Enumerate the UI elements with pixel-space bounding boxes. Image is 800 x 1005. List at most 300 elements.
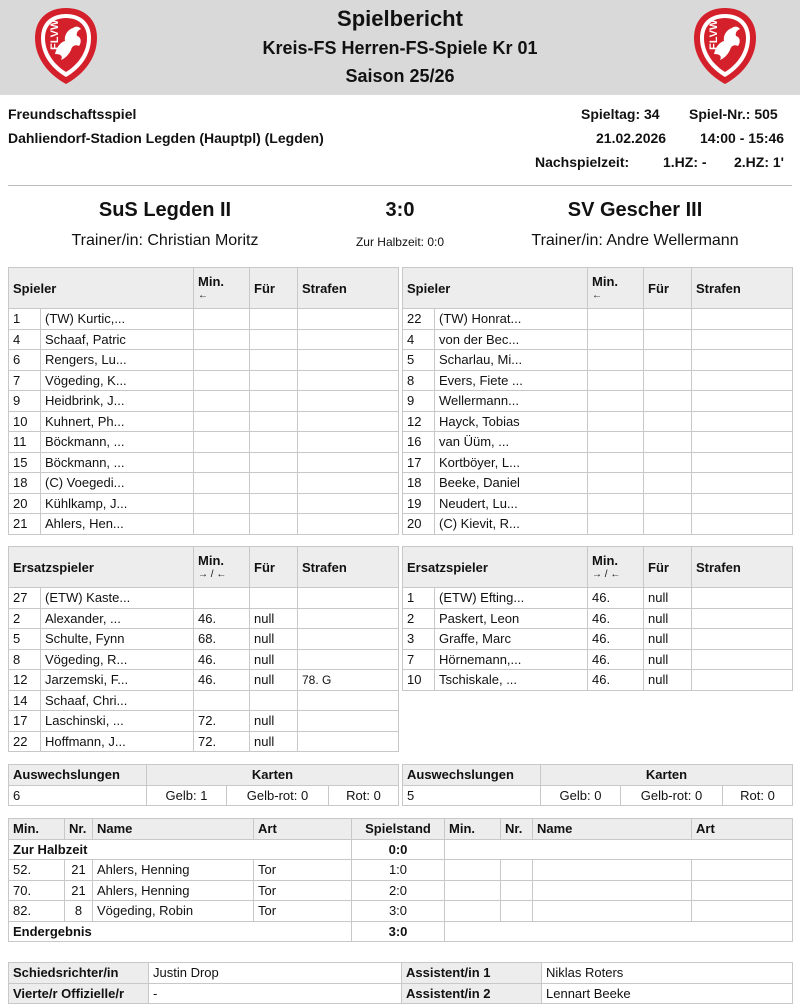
sub-penalties	[298, 649, 399, 670]
player-name: von der Bec...	[435, 329, 588, 350]
player-for	[644, 473, 692, 494]
player-penalties	[692, 391, 793, 412]
player-number: 15	[9, 452, 41, 473]
sub-minute: 72.	[194, 711, 250, 732]
player-min	[194, 309, 250, 330]
flvw-logo-icon	[690, 6, 760, 86]
event-type: Tor	[254, 901, 352, 922]
sub-row	[9, 670, 399, 691]
sub-for: null	[644, 629, 692, 650]
home-trainer: Trainer/in: Christian Moritz	[71, 232, 259, 249]
penalties-header: Strafen	[692, 268, 793, 309]
season-label: Saison 25/26	[345, 66, 455, 86]
player-number: 21	[9, 514, 41, 535]
subs-count-header: Auswechslungen	[9, 765, 147, 786]
yellow-cards: Gelb: 0	[541, 785, 621, 806]
event-type: Tor	[254, 860, 352, 881]
player-penalties	[692, 473, 793, 494]
player-number: 1	[9, 309, 41, 330]
for-header: Für	[250, 268, 298, 309]
player-for	[250, 411, 298, 432]
event-score: 2:0	[352, 880, 445, 901]
player-number: 5	[403, 350, 435, 371]
player-penalties	[692, 493, 793, 514]
final-score: 3:0	[385, 199, 415, 221]
player-penalties	[298, 350, 399, 371]
sub-penalties	[298, 731, 399, 752]
penalties-header: Strafen	[298, 547, 399, 588]
sub-penalties	[692, 588, 793, 609]
fourth-official-label: Vierte/r Offizielle/r	[9, 983, 149, 1004]
away-event-type	[692, 880, 793, 901]
player-min	[194, 493, 250, 514]
player-min	[194, 370, 250, 391]
player-name: Neudert, Lu...	[435, 493, 588, 514]
player-number: 20	[403, 514, 435, 535]
player-for	[250, 432, 298, 453]
home-summary-table	[8, 764, 399, 806]
sub-row	[9, 608, 399, 629]
player-min	[194, 452, 250, 473]
for-header: Für	[250, 547, 298, 588]
red-cards: Rot: 0	[329, 785, 399, 806]
sub-for: null	[644, 608, 692, 629]
away-event-name	[533, 860, 692, 881]
col-no: Nr.	[501, 819, 533, 840]
player-row	[9, 473, 399, 494]
player-for	[644, 411, 692, 432]
player-name: Tschiskale, ...	[435, 670, 588, 691]
player-for	[250, 309, 298, 330]
player-number: 9	[403, 391, 435, 412]
stoppage-label: Nachspielzeit:	[535, 154, 630, 170]
sub-row	[9, 588, 399, 609]
red-cards: Rot: 0	[723, 785, 793, 806]
player-number: 2	[403, 608, 435, 629]
player-min	[588, 452, 644, 473]
sub-minute: 46.	[588, 649, 644, 670]
player-name: Ahlers, Hen...	[41, 514, 194, 535]
player-number: 4	[403, 329, 435, 350]
player-name: (ETW) Efting...	[435, 588, 588, 609]
player-number: 3	[403, 629, 435, 650]
player-row	[403, 514, 793, 535]
player-penalties	[298, 411, 399, 432]
cards-header: Karten	[541, 765, 793, 786]
col-type: Art	[254, 819, 352, 840]
away-event-number	[501, 901, 533, 922]
player-number: 22	[403, 309, 435, 330]
player-min	[194, 350, 250, 371]
player-for	[644, 452, 692, 473]
for-header: Für	[644, 547, 692, 588]
player-number: 17	[9, 711, 41, 732]
player-name: van Üüm, ...	[435, 432, 588, 453]
player-number: 19	[403, 493, 435, 514]
stoppage-first-half: 1.HZ: -	[663, 154, 707, 170]
player-row	[9, 452, 399, 473]
player-penalties	[298, 370, 399, 391]
player-number: 9	[9, 391, 41, 412]
fourth-official-name: -	[149, 983, 402, 1004]
player-min	[588, 473, 644, 494]
col-type: Art	[692, 819, 793, 840]
sub-for: null	[250, 608, 298, 629]
subs-count-header: Auswechslungen	[403, 765, 541, 786]
halftime-score: Zur Halbzeit: 0:0	[355, 235, 445, 249]
player-name: Kühlkamp, J...	[41, 493, 194, 514]
away-event-name	[533, 901, 692, 922]
away-event-type	[692, 860, 793, 881]
player-min	[588, 391, 644, 412]
sub-penalties	[692, 629, 793, 650]
player-name: (C) Voegedi...	[41, 473, 194, 494]
player-min	[194, 432, 250, 453]
sub-penalties	[298, 608, 399, 629]
event-player-number: 8	[65, 901, 93, 922]
player-name: (C) Kievit, R...	[435, 514, 588, 535]
away-event-type	[692, 901, 793, 922]
player-row	[403, 452, 793, 473]
event-player-name: Ahlers, Henning	[93, 880, 254, 901]
event-player-number: 21	[65, 880, 93, 901]
player-row	[9, 493, 399, 514]
player-name: (ETW) Kaste...	[41, 588, 194, 609]
player-min	[588, 514, 644, 535]
player-for	[644, 350, 692, 371]
player-row	[9, 514, 399, 535]
final-score: 3:0	[352, 921, 445, 942]
subs-count: 5	[403, 785, 541, 806]
sub-penalties	[692, 649, 793, 670]
players-header: Spieler	[403, 268, 588, 309]
min-header: Min. ←	[588, 268, 644, 309]
away-event-name	[533, 880, 692, 901]
player-name: Kortböyer, L...	[435, 452, 588, 473]
player-name: Böckmann, ...	[41, 452, 194, 473]
player-number: 16	[403, 432, 435, 453]
penalties-header: Strafen	[298, 268, 399, 309]
player-row	[9, 350, 399, 371]
sub-minute: 46.	[194, 670, 250, 691]
min-header: Min. ←	[194, 268, 250, 309]
min-header: Min. → / ←	[588, 547, 644, 588]
player-penalties	[298, 452, 399, 473]
competition-name: Kreis-FS Herren-FS-Spiele Kr 01	[262, 38, 538, 58]
player-number: 14	[9, 690, 41, 711]
player-name: Evers, Fiete ...	[435, 370, 588, 391]
away-event-minute	[445, 901, 501, 922]
sub-penalties	[692, 608, 793, 629]
away-trainer: Trainer/in: Andre Wellermann	[531, 232, 739, 249]
player-name: Hörnemann,...	[435, 649, 588, 670]
player-min	[194, 473, 250, 494]
player-for	[250, 350, 298, 371]
sub-row	[9, 629, 399, 650]
player-penalties	[298, 309, 399, 330]
sub-row	[9, 731, 399, 752]
goal-row	[9, 880, 793, 901]
svg-text:FLVW: FLVW	[708, 19, 720, 50]
player-min	[194, 391, 250, 412]
sub-penalties	[692, 670, 793, 691]
officials-table	[8, 962, 793, 1004]
player-name: Beeke, Daniel	[435, 473, 588, 494]
arrow-in-out-icon: → / ←	[592, 569, 621, 580]
player-for	[644, 514, 692, 535]
player-name: Heidbrink, J...	[41, 391, 194, 412]
player-name: Laschinski, ...	[41, 711, 194, 732]
col-min: Min.	[9, 819, 65, 840]
match-venue: Dahliendorf-Stadion Legden (Hauptpl) (Legden)	[8, 130, 324, 146]
player-row	[9, 432, 399, 453]
sub-minute	[194, 588, 250, 609]
match-time: 14:00 - 15:46	[700, 130, 785, 146]
player-for	[644, 370, 692, 391]
player-number: 10	[9, 411, 41, 432]
away-players-table	[402, 267, 793, 535]
sub-penalties	[298, 629, 399, 650]
halftime-label: Zur Halbzeit	[9, 839, 352, 860]
cards-header: Karten	[147, 765, 399, 786]
player-name: Scharlau, Mi...	[435, 350, 588, 371]
events-table	[8, 818, 793, 942]
final-row	[9, 921, 793, 942]
sub-penalties	[298, 588, 399, 609]
player-row	[9, 329, 399, 350]
matchday: Spieltag: 34	[581, 106, 660, 122]
goal-row	[9, 860, 793, 881]
assistant2-name: Lennart Beeke	[542, 983, 793, 1004]
sub-minute: 46.	[194, 649, 250, 670]
player-min	[588, 432, 644, 453]
player-for	[250, 391, 298, 412]
player-for	[250, 473, 298, 494]
away-event-number	[501, 860, 533, 881]
event-player-name: Ahlers, Henning	[93, 860, 254, 881]
yellow-cards: Gelb: 1	[147, 785, 227, 806]
player-for	[250, 493, 298, 514]
halftime-score: 0:0	[352, 839, 445, 860]
player-number: 18	[9, 473, 41, 494]
assistant1-name: Niklas Roters	[542, 963, 793, 984]
sub-penalties: 78. G	[298, 670, 399, 691]
player-row	[9, 411, 399, 432]
player-number: 7	[9, 370, 41, 391]
report-title: Spielbericht	[337, 6, 463, 31]
yellow-red-cards: Gelb-rot: 0	[621, 785, 723, 806]
player-name: Wellermann...	[435, 391, 588, 412]
player-number: 12	[9, 670, 41, 691]
player-number: 10	[403, 670, 435, 691]
player-penalties	[298, 432, 399, 453]
player-number: 12	[403, 411, 435, 432]
player-number: 20	[9, 493, 41, 514]
arrow-left-icon: ←	[198, 290, 209, 301]
player-number: 1	[403, 588, 435, 609]
player-row	[403, 391, 793, 412]
sub-row	[9, 690, 399, 711]
sub-for: null	[250, 629, 298, 650]
subs-count: 6	[9, 785, 147, 806]
referee-name: Justin Drop	[149, 963, 402, 984]
player-number: 17	[403, 452, 435, 473]
player-name: Graffe, Marc	[435, 629, 588, 650]
player-name: Alexander, ...	[41, 608, 194, 629]
col-score: Spielstand	[352, 819, 445, 840]
player-name: Hoffmann, J...	[41, 731, 194, 752]
player-row	[403, 350, 793, 371]
player-name: Böckmann, ...	[41, 432, 194, 453]
away-event-minute	[445, 880, 501, 901]
match-number: Spiel-Nr.: 505	[689, 106, 778, 122]
assistant1-label: Assistent/in 1	[402, 963, 542, 984]
player-number: 8	[9, 649, 41, 670]
away-subs-table	[402, 546, 793, 691]
player-number: 8	[403, 370, 435, 391]
player-row	[403, 309, 793, 330]
sub-penalties	[298, 690, 399, 711]
event-minute: 82.	[9, 901, 65, 922]
subs-header: Ersatzspieler	[403, 547, 588, 588]
player-penalties	[692, 514, 793, 535]
player-row	[403, 493, 793, 514]
player-penalties	[692, 452, 793, 473]
sub-minute: 46.	[588, 629, 644, 650]
match-date: 21.02.2026	[596, 130, 667, 146]
player-min	[194, 411, 250, 432]
player-row	[403, 329, 793, 350]
arrow-in-out-icon: → / ←	[198, 569, 227, 580]
player-number: 27	[9, 588, 41, 609]
player-penalties	[692, 370, 793, 391]
yellow-red-cards: Gelb-rot: 0	[227, 785, 329, 806]
player-row	[9, 309, 399, 330]
min-header: Min. → / ←	[194, 547, 250, 588]
player-for	[644, 391, 692, 412]
player-number: 22	[9, 731, 41, 752]
home-subs-table	[8, 546, 399, 752]
player-name: Paskert, Leon	[435, 608, 588, 629]
sub-minute: 72.	[194, 731, 250, 752]
away-team-name: SV Gescher III	[567, 199, 703, 221]
divider	[8, 185, 792, 186]
player-penalties	[692, 411, 793, 432]
player-for	[644, 329, 692, 350]
sub-minute	[194, 690, 250, 711]
player-penalties	[692, 432, 793, 453]
final-label: Endergebnis	[9, 921, 352, 942]
sub-minute: 68.	[194, 629, 250, 650]
sub-row	[403, 588, 793, 609]
col-name: Name	[93, 819, 254, 840]
player-penalties	[298, 514, 399, 535]
sub-minute: 46.	[194, 608, 250, 629]
player-name: Schaaf, Chri...	[41, 690, 194, 711]
sub-for: null	[250, 731, 298, 752]
player-min	[588, 329, 644, 350]
player-min	[194, 514, 250, 535]
sub-minute: 46.	[588, 670, 644, 691]
player-name: Vögeding, R...	[41, 649, 194, 670]
sub-for: null	[250, 711, 298, 732]
sub-row	[403, 629, 793, 650]
away-event-minute	[445, 860, 501, 881]
svg-text:FLVW: FLVW	[49, 19, 61, 50]
player-for	[250, 370, 298, 391]
player-number: 7	[403, 649, 435, 670]
final-filler	[445, 921, 793, 942]
player-min	[588, 350, 644, 371]
player-min	[588, 493, 644, 514]
sub-minute: 46.	[588, 588, 644, 609]
player-min	[588, 370, 644, 391]
sub-for: null	[644, 649, 692, 670]
player-name: (TW) Honrat...	[435, 309, 588, 330]
player-number: 6	[9, 350, 41, 371]
sub-row	[9, 711, 399, 732]
player-for	[250, 452, 298, 473]
player-name: Schulte, Fynn	[41, 629, 194, 650]
assistant2-label: Assistent/in 2	[402, 983, 542, 1004]
player-penalties	[692, 329, 793, 350]
player-number: 2	[9, 608, 41, 629]
match-type: Freundschaftsspiel	[8, 106, 137, 122]
sub-row	[403, 670, 793, 691]
player-penalties	[298, 493, 399, 514]
player-name: Vögeding, K...	[41, 370, 194, 391]
event-score: 3:0	[352, 901, 445, 922]
player-row	[403, 473, 793, 494]
player-min	[194, 329, 250, 350]
goal-row	[9, 901, 793, 922]
player-penalties	[298, 473, 399, 494]
sub-for	[250, 588, 298, 609]
sub-for	[250, 690, 298, 711]
col-no: Nr.	[65, 819, 93, 840]
player-row	[403, 432, 793, 453]
col-name: Name	[533, 819, 692, 840]
player-name: (TW) Kurtic,...	[41, 309, 194, 330]
player-for	[644, 309, 692, 330]
player-name: Jarzemski, F...	[41, 670, 194, 691]
sub-minute: 46.	[588, 608, 644, 629]
player-row	[9, 391, 399, 412]
player-for	[250, 329, 298, 350]
player-penalties	[692, 309, 793, 330]
player-name: Schaaf, Patric	[41, 329, 194, 350]
event-type: Tor	[254, 880, 352, 901]
player-number: 18	[403, 473, 435, 494]
halftime-row	[9, 839, 793, 860]
sub-row	[403, 649, 793, 670]
player-name: Rengers, Lu...	[41, 350, 194, 371]
sub-for: null	[250, 670, 298, 691]
event-player-name: Vögeding, Robin	[93, 901, 254, 922]
home-team-name: SuS Legden II	[98, 199, 232, 221]
event-minute: 52.	[9, 860, 65, 881]
col-min: Min.	[445, 819, 501, 840]
player-row	[403, 411, 793, 432]
player-number: 4	[9, 329, 41, 350]
sub-for: null	[250, 649, 298, 670]
player-row	[9, 370, 399, 391]
player-for	[250, 514, 298, 535]
sub-for: null	[644, 670, 692, 691]
player-min	[588, 411, 644, 432]
subs-header: Ersatzspieler	[9, 547, 194, 588]
for-header: Für	[644, 268, 692, 309]
